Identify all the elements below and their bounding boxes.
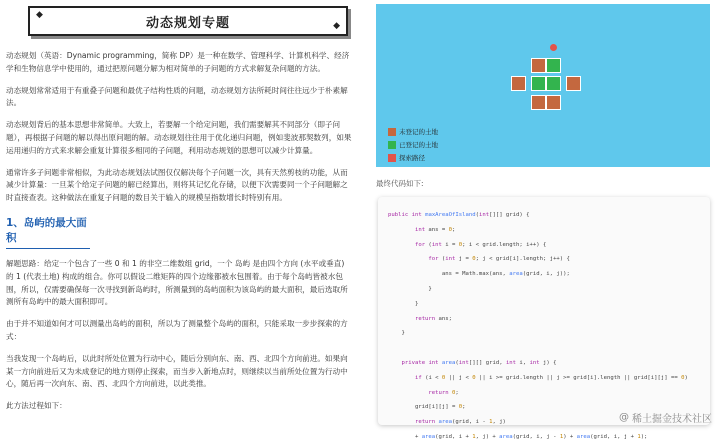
legend-swatch <box>388 128 396 136</box>
code-line: + area(grid, i + 1, j) + area(grid, i, j - 1) + area(grid, i, j + 1); <box>388 433 648 440</box>
juejin-logo-icon: @ <box>619 412 629 423</box>
grid-cell-unvisited <box>531 95 546 110</box>
legend-item <box>388 125 438 138</box>
section-paragraph: 此方法过程如下： <box>6 401 67 411</box>
island-illustration <box>376 4 710 167</box>
grid-cell-unvisited <box>546 95 561 110</box>
code-line: } <box>388 285 432 292</box>
code-line: private int area(int[][] grid, int i, int j) { <box>401 359 557 366</box>
legend-swatch <box>388 141 396 149</box>
section-heading: 1、岛屿的最大面积 <box>6 215 90 249</box>
code-block <box>378 197 710 440</box>
legend-swatch <box>388 154 396 162</box>
right-column <box>372 0 720 440</box>
grid-cell-visited <box>531 76 546 91</box>
legend-item <box>388 138 438 151</box>
corner-diamond-icon: ◆ <box>333 21 340 31</box>
legend-label: 探索路径 <box>399 154 425 162</box>
watermark-text: 稀土掘金技术社区 <box>632 414 712 425</box>
section-paragraph: 解题思路：给定一个包含了一些 0 和 1 的非空二维数组 grid，一个 岛屿 是由四个方向 (水平或垂直) 的 1 (代表土地) 构成的组合。你可以假设二维矩阵的四个边缘都被水包围着。由于每个岛屿皆被水包围，所以，仅需要确保每一次寻找到新岛屿时，所测量到的岛屿面积为该岛屿的最大面积，最后选取所测所有岛屿中的最大面积即可。 <box>6 258 348 307</box>
title-banner <box>28 6 348 36</box>
page-title: 动态规划专题 <box>145 15 230 31</box>
section-paragraph: 当我发现一个岛屿后，以此时所处位置为行动中心，随后分别向东、南、西、北四个方向前进。如果向某一方向前进后又为未成登记的地方则停止探索，而当步入新地点时，则继续以当前所处位置为行动中心，随后再一次向东、南、西、北四个方向前进，以此类推。 <box>6 353 348 389</box>
explore-path-dot <box>550 44 557 51</box>
code-line: public int maxAreaOfIsland(int[][] grid) { <box>388 212 530 218</box>
code-line <box>388 341 710 356</box>
intro-paragraph: 动态规划（英语：Dynamic programming，简称 DP）是一种在数学、管理科学、计算机科学、经济学和生物信息学中使用的，通过把原问题分解为相对简单的子问题的方式求解复杂问题的方法。 <box>6 51 350 73</box>
legend <box>388 125 438 164</box>
intro-paragraph: 通常许多子问题非常相似，为此动态规划法试图仅仅解决每个子问题一次，具有天然剪枝的功能，从而减少计算量：一旦某个给定子问题的解已经算出，则将其记忆化存储，以便下次需要同一个子问题解之时直接查表。这种做法在重复子问题的数目关于输入的规模呈指数增长时特别有用。 <box>6 167 348 203</box>
grid-cell-visited <box>546 76 561 91</box>
code-line: for (int j = 0; j < grid[i].length; j++) { <box>428 256 570 263</box>
code-line: for (int i = 0; i < grid.length; i++) { <box>414 241 547 248</box>
grid-cell-unvisited <box>531 58 546 73</box>
code-line: } <box>388 300 419 307</box>
grid-cell-unvisited <box>566 76 581 91</box>
legend-label: 已登记的土地 <box>399 141 438 149</box>
code-line: ans = Math.max(ans, area(grid, i, j)); <box>388 271 570 278</box>
watermark <box>619 410 712 425</box>
code-line: return ans; <box>414 315 453 322</box>
code-caption: 最终代码如下: <box>376 179 424 188</box>
legend-label: 未登记的土地 <box>399 128 438 136</box>
document-column <box>0 0 362 431</box>
corner-diamond-icon: ◆ <box>36 10 43 20</box>
section-paragraph: 由于并不知道如何才可以测量出岛屿的面积，所以为了测量整个岛屿的面积，只能采取一步步探索的方式： <box>6 319 348 341</box>
code-line: if (i < 0 || j < 0 || i >= grid.length || j >= grid[i].length || grid[i][j] == 0) <box>414 374 688 381</box>
grid-cell-visited <box>546 58 561 73</box>
code-line: return area(grid, i - 1, j) <box>414 419 506 426</box>
code-line: } <box>388 330 405 337</box>
code-line: return 0; <box>428 389 459 396</box>
intro-paragraph: 动态规划常常适用于有重叠子问题和最优子结构性质的问题，动态规划方法所耗时间往往远少于朴素解法。 <box>6 85 348 108</box>
code-line: int ans = 0; <box>414 226 456 233</box>
code-line: grid[i][j] = 0; <box>388 404 466 411</box>
grid-cell-unvisited <box>511 76 526 91</box>
legend-item <box>388 151 438 164</box>
intro-paragraph: 动态规划背后的基本思想非常简单。大致上，若要解一个给定问题，我们需要解其不同部分（即子问题），再根据子问题的解以得出原问题的解。动态规划往往用于优化递归问题，例如斐波那契数列，如果运用递归的方式来求解会重复计算很多相同的子问题，利用动态规划的思想可以减少计算量。 <box>6 120 352 155</box>
